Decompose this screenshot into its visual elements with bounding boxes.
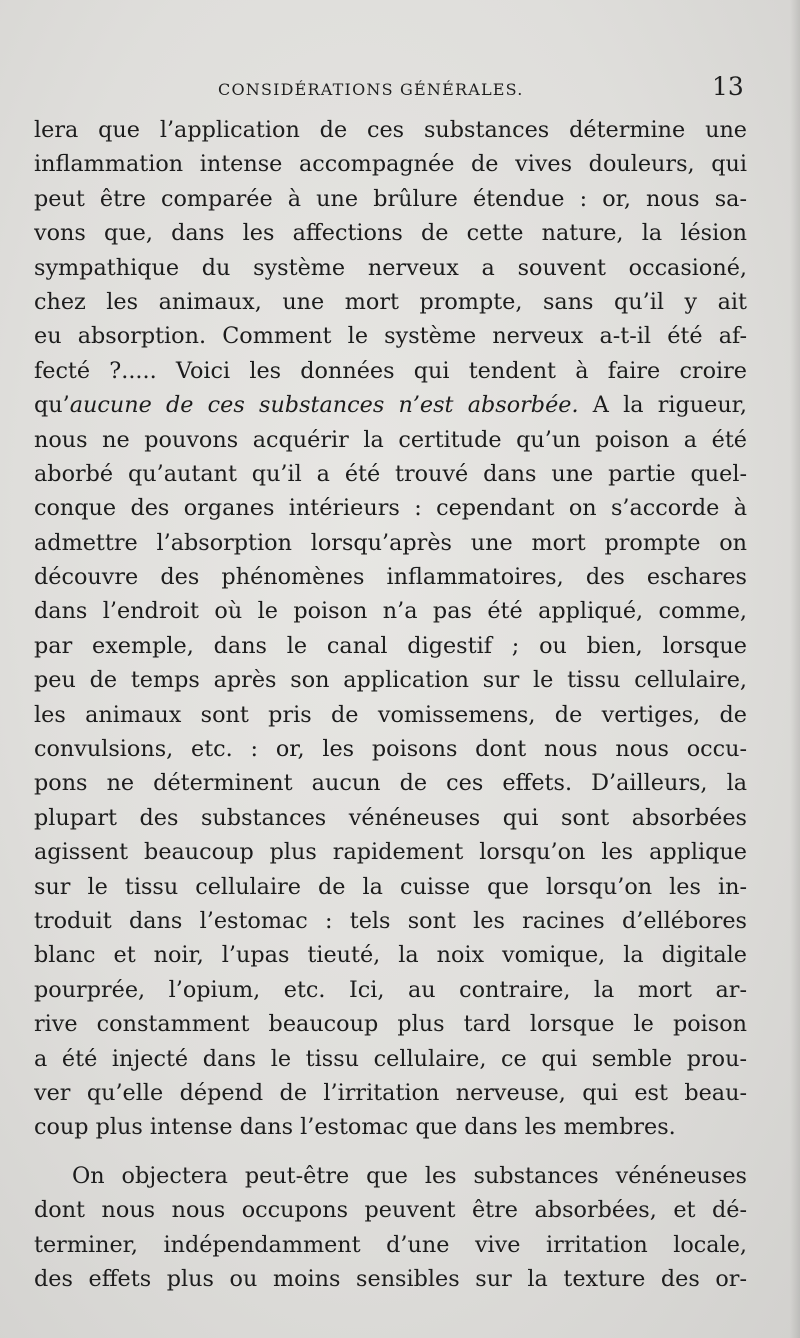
running-head [0,72,800,106]
text-line: pons ne déterminent aucun de ces effets. D’ailleurs, la [34,770,747,797]
text-line: troduit dans l’estomac : tels sont les racines d’ellébores [34,907,747,934]
text-line: sur le tissu cellulaire de la cuisse que lorsqu’on les in- [34,873,747,900]
text-line: ver qu’elle dépend de l’irritation nerveuse, qui est beau- [34,1079,747,1106]
text-line: vons que, dans les affections de cette nature, la lésion [34,220,747,247]
paragraph [34,1159,747,1297]
page-edge-shadow [790,0,800,1338]
body-text [34,113,747,1296]
text-line: dont nous nous occupons peuvent être absorbées, et dé- [34,1197,747,1224]
text-line: admettre l’absorption lorsqu’après une mort prompte on [34,529,747,556]
text-line: conque des organes intérieurs : cependant on s’accorde à [34,495,747,522]
text-line: sympathique du système nerveux a souvent occasioné, [34,254,747,281]
running-title: CONSIDÉRATIONS GÉNÉRALES. [218,80,524,99]
text-line: des effets plus ou moins sensibles sur la texture des or- [34,1265,747,1292]
paragraph-gap [34,1145,747,1159]
text-line: pourprée, l’opium, etc. Ici, au contraire, la mort ar- [34,976,747,1003]
page-number: 13 [712,72,744,101]
text-line: rive constamment beaucoup plus tard lorsque le poison [34,1011,747,1038]
text-line: agissent beaucoup plus rapidement lorsqu’on les applique [34,839,747,866]
text-line: découvre des phénomènes inflammatoires, des eschares [34,564,747,591]
italic-phrase: aucune de ces substances n’est absorbée. [69,392,579,419]
text-line: qu’aucune de ces substances n’est absorbée. A la rigueur, [34,392,747,419]
text-line: blanc et noir, l’upas tieuté, la noix vomique, la digitale [34,942,747,969]
text-line: terminer, indépendamment d’une vive irritation locale, [34,1231,747,1258]
text-line: lera que l’application de ces substances détermine une [34,117,747,143]
text-line: nous ne pouvons acquérir la certitude qu’un poison a été [34,426,747,453]
text-line: coup plus intense dans l’estomac que dans les membres. [34,1114,676,1141]
text-line: a été injecté dans le tissu cellulaire, ce qui semble prou- [34,1045,747,1072]
text-line: peu de temps après son application sur le tissu cellulaire, [34,667,747,694]
text-line: peut être comparée à une brûlure étendue : or, nous sa- [34,185,747,212]
text-line: eu absorption. Comment le système nerveux a-t-il été af- [34,323,747,350]
text-line: inflammation intense accompagnée de vives douleurs, qui [34,151,747,178]
text-line: plupart des substances vénéneuses qui sont absorbées [34,804,747,831]
text-line: chez les animaux, une mort prompte, sans qu’il y ait [34,288,747,315]
text-line: aborbé qu’autant qu’il a été trouvé dans une partie quel- [34,460,747,487]
text-line: dans l’endroit où le poison n’a pas été appliqué, comme, [34,598,747,625]
text-line: par exemple, dans le canal digestif ; ou bien, lorsque [34,632,747,659]
paragraph [34,113,747,1145]
text-line: les animaux sont pris de vomissemens, de vertiges, de [34,701,747,728]
text-line: On objectera peut-être que les substances vénéneuses [72,1162,747,1189]
text-line: fecté ?..... Voici les données qui tendent à faire croire [34,357,747,384]
text-line: convulsions, etc. : or, les poisons dont nous nous occu- [34,736,747,763]
